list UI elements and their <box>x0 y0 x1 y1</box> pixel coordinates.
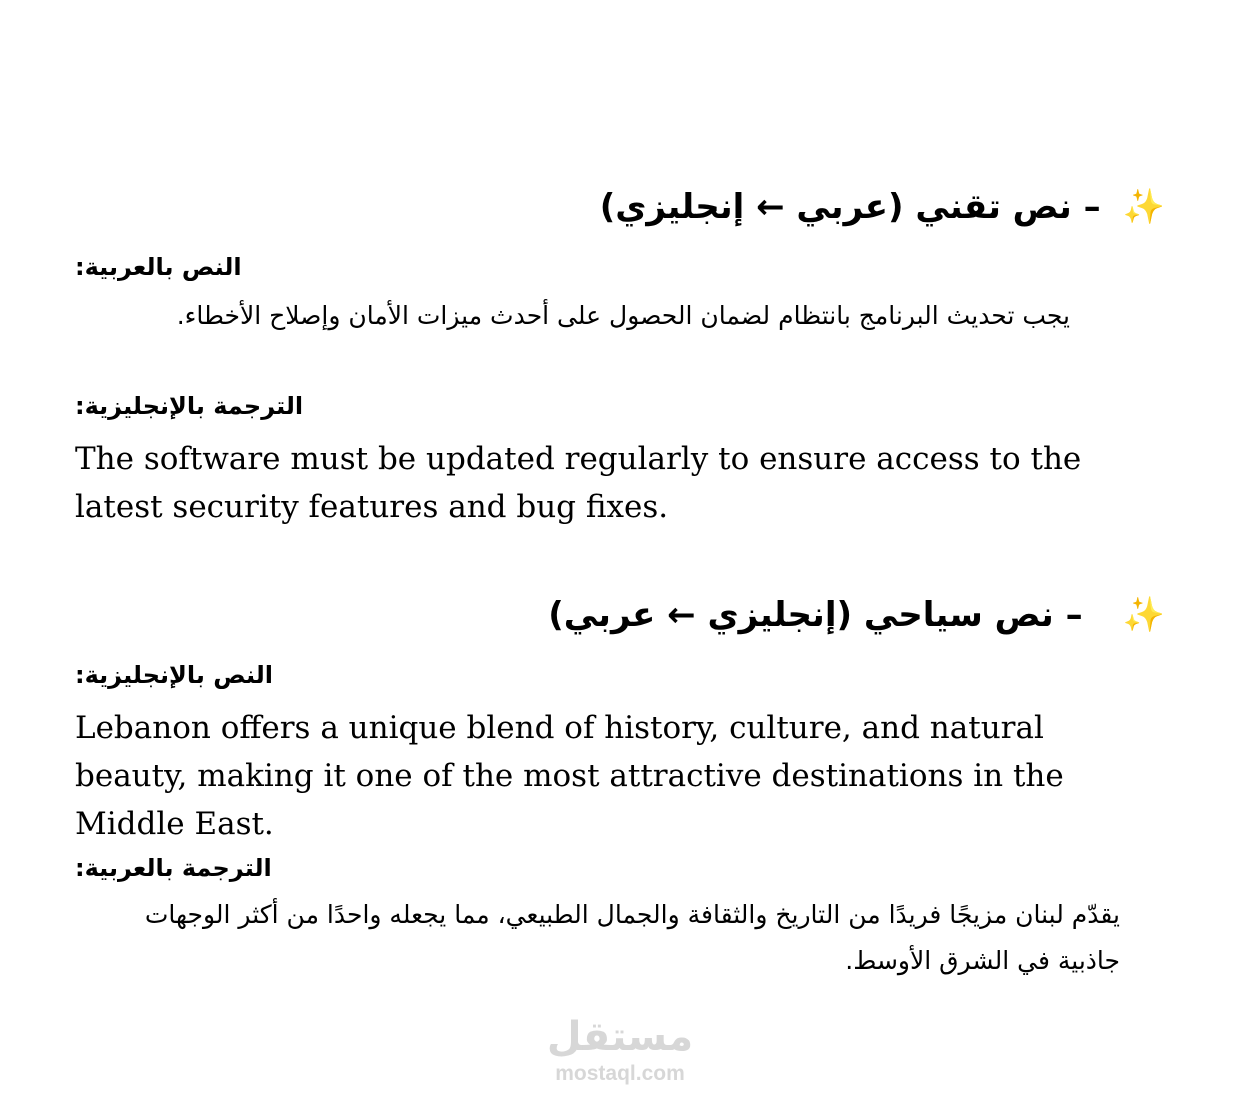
sparkles-icon: ✨ <box>1122 187 1165 227</box>
watermark-arabic: مستقل <box>546 1014 694 1060</box>
translation-label-english: الترجمة بالإنجليزية: <box>75 392 304 420</box>
section-heading-technical <box>75 183 1165 231</box>
translation-text-english: The software must be updated regularly to ensure access to the latest security features and bug fixes. <box>75 441 1082 525</box>
source-text-english: Lebanon offers a unique blend of history, culture, and natural beauty, making it one of the most attractive destinations in the Middle East. <box>75 710 1064 842</box>
sparkles-icon: ✨ <box>1122 595 1165 635</box>
watermark-latin: mostaql.com <box>555 1062 685 1085</box>
mostaql-watermark-logo <box>520 1012 720 1086</box>
section-title: – نص تقني (عربي ← إنجليزي) <box>599 187 1101 227</box>
source-text-arabic: يجب تحديث البرنامج بانتظام لضمان الحصول على أحدث ميزات الأمان وإصلاح الأخطاء. <box>176 301 1070 330</box>
translation-label-arabic: الترجمة بالعربية: <box>75 854 272 882</box>
section-heading-tourism <box>75 591 1165 639</box>
source-label-arabic: النص بالعربية: <box>75 253 242 281</box>
section-title: – نص سياحي (إنجليزي ← عربي) <box>548 595 1083 635</box>
translation-text-arabic: يقدّم لبنان مزيجًا فريدًا من التاريخ والثقافة والجمال الطبيعي، مما يجعله واحدًا من أكثر الوجهات جاذبية في الشرق الأوسط. <box>144 900 1120 975</box>
source-label-english: النص بالإنجليزية: <box>75 661 274 689</box>
